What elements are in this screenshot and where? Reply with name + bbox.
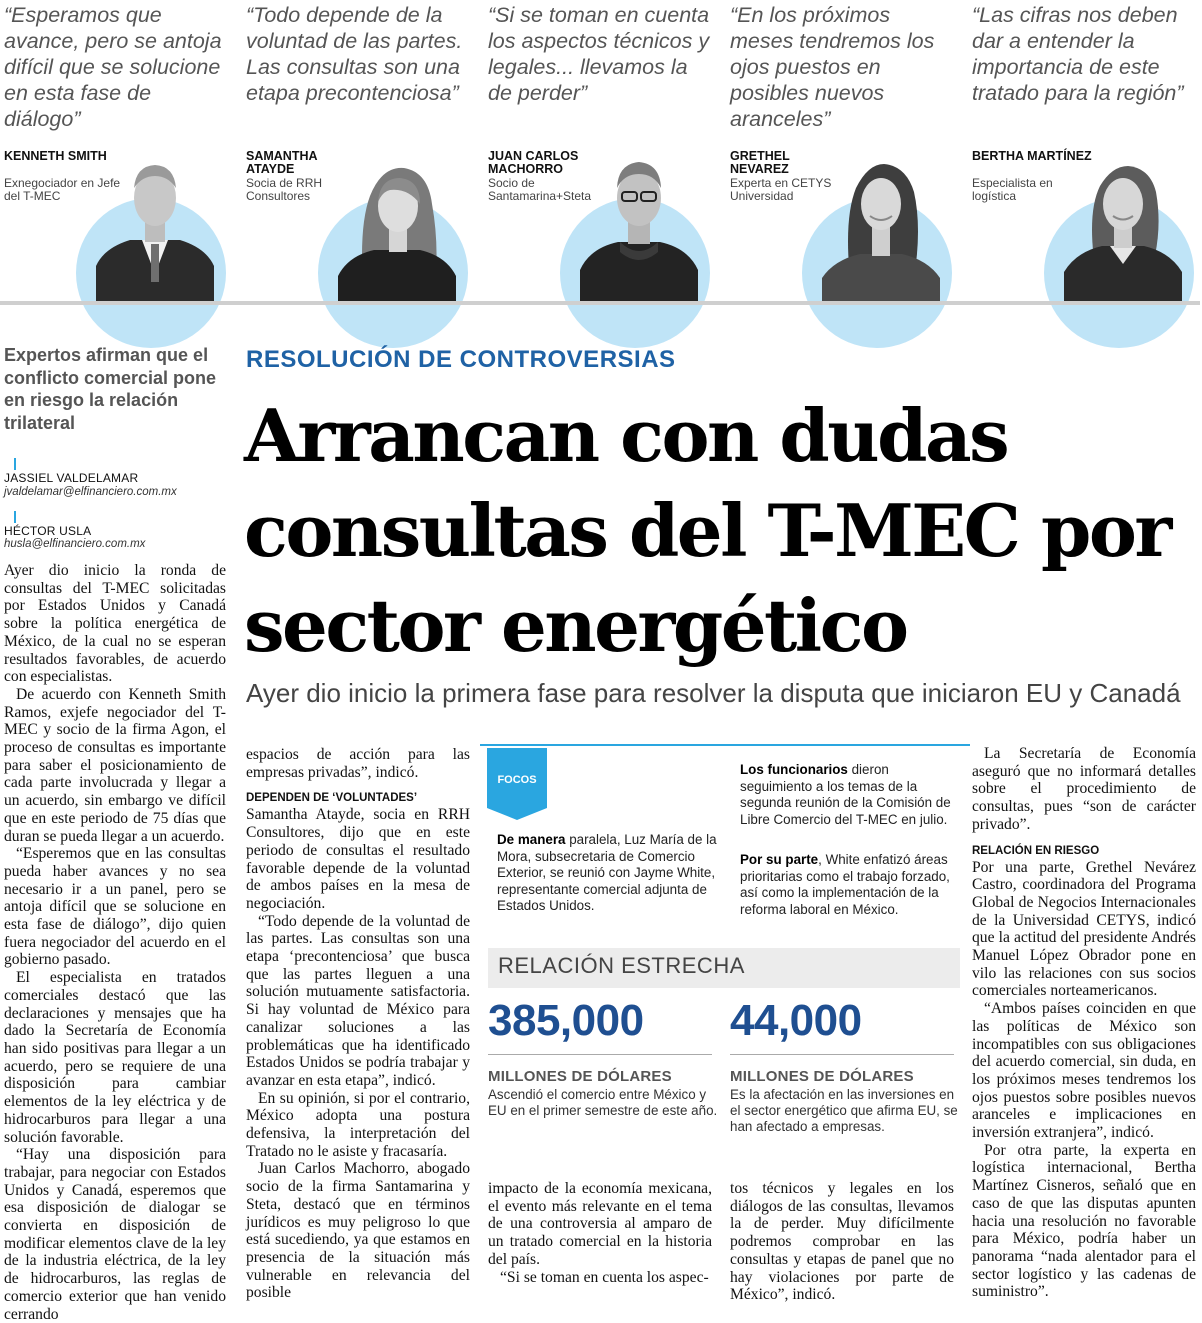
- byline-name: JASSIEL VALDELAMAR: [4, 471, 139, 485]
- paragraph: La Secretaría de Economía aseguró que no informará detalles sobre el procedimiento de consultas, pues “son de carácter privado”.: [972, 745, 1196, 833]
- quote-name: KENNETH SMITH: [4, 149, 107, 163]
- focos-text: , White enfatizó áreas prioritarias como el trabajo forzado, así como la implementación de la reforma laboral en México.: [740, 852, 950, 917]
- portrait-photo: [96, 148, 214, 301]
- focos-text: dieron seguimiento a los temas de la segunda reunión de la Comisión de Libre Comercio del T-MEC en julio.: [740, 762, 951, 827]
- paragraph: impacto de la economía mexicana, el evento más relevante en el tema de una controversia al amparo de un tratado comercial en la historia del país.: [488, 1180, 712, 1268]
- quote-card: [4, 0, 234, 301]
- stat-description: Es la afectación en las inversiones en el sector energético que afirma EU, se han afectado a empresas.: [730, 1087, 958, 1134]
- article-deck: Expertos afirman que el conflicto comercial pone en riesgo la relación trilateral: [4, 345, 217, 433]
- byline-email: husla@elfinanciero.com.mx: [4, 538, 146, 550]
- quotes-band: [0, 0, 1200, 303]
- quote-text: “Si se toman en cuenta los aspectos técnicos y legales... llevamos la de perder”: [488, 3, 710, 105]
- quote-name: GRETHEL NEVAREZ: [730, 149, 790, 176]
- stat-divider: [488, 1054, 712, 1055]
- stat-unit: MILLONES DE DÓLARES: [730, 1068, 914, 1085]
- article-column-4: [730, 1180, 954, 1304]
- paragraph: “Esperemos que en las consultas pueda haber avances y no sea necesario ir a un panel, pero se antoja difícil que se solucione en esta fase de diálogo”, dijo quien fuera negociador del acuerdo en el gobierno pasado.: [4, 845, 226, 969]
- quote-name: BERTHA MARTÍNEZ: [972, 149, 1092, 163]
- quote-card: [972, 0, 1202, 301]
- paragraph: El especialista en tratados comerciales destacó que las declaraciones y mensajes que ha dado la Secretaría de Economía han sido positivas para llegar a un acuerdo, pero se requiere de una disposición para cambiar elementos de la ley eléctrica y de hidrocarburos para llegar a una solución favorable.: [4, 969, 226, 1146]
- quote-name: JUAN CARLOS MACHORRO: [488, 149, 579, 176]
- focos-item: [740, 852, 962, 918]
- subhead: RELACIÓN EN RIESGO: [972, 844, 1100, 857]
- byline-name: HÉCTOR USLA: [4, 524, 92, 538]
- paragraph: Juan Carlos Machorro, abogado socio de la firma Santamarina y Steta, destacó que en términos jurídicos es muy peligroso lo que está sucediendo, ya que estamos en presencia de la situación más vulnerable en relevancia del posible: [246, 1160, 470, 1302]
- focos-lead: De manera: [497, 832, 566, 847]
- quote-text: “Esperamos que avance, pero se antoja difícil que se solucione en esta fase de diálogo”: [4, 3, 222, 131]
- quote-card: [246, 0, 476, 301]
- stat-value: 385,000: [488, 996, 644, 1045]
- paragraph: Por una parte, Grethel Nevárez Castro, coordinadora del Programa Global de Negocios Internacionales de la Universidad CETYS, indicó que la actitud del presidente Andrés Manuel López Obrador pone en vilo las relaciones con sus socios comerciales norteamericanos.: [972, 858, 1196, 1000]
- quote-text: “Todo depende de la voluntad de las partes. Las consultas son una etapa precontenciosa”: [246, 3, 463, 105]
- stat-value: 44,000: [730, 996, 862, 1045]
- paragraph: De acuerdo con Kenneth Smith Ramos, exjefe negociador del T-MEC y socio de la firma Agon, el proceso de consultas es importante para saber el posicionamiento de cada parte involucrada y llegar a un acuerdo, sin embargo ve difícil que en este periodo de 75 días que duran se pueda llegar a un acuerdo.: [4, 685, 226, 845]
- article-kicker: RESOLUCIÓN DE CONTROVERSIAS: [246, 346, 676, 373]
- focos-rule: [480, 744, 970, 746]
- byline-marker: [14, 458, 16, 470]
- article-column-1: [4, 562, 226, 1323]
- band-divider: [0, 301, 1200, 305]
- focos-item: [740, 762, 962, 828]
- quote-text: “Las cifras nos deben dar a entender la importancia de este tratado para la región”: [972, 3, 1184, 105]
- paragraph: “Todo depende de la voluntad de las partes. Las consultas son una etapa ‘precontenciosa’ que busca que las partes lleguen a una solución mutuamente satisfactoria. Si hay voluntad de México para canalizar soluciones a las problemáticas que ha identificado Estados Unidos se podría trabajar y avanzar en esta etapa”, indicó.: [246, 912, 470, 1089]
- paragraph: Por otra parte, la experta en logística internacional, Bertha Martínez Cisneros, señaló que en caso de que las disputas apunten hacia una resolución no favorable para México, podría haber un panorama “nada alentador para el sector logístico y las cadenas de suministro”.: [972, 1141, 1196, 1301]
- quote-role: Exnegociador en Jefe del T-MEC: [4, 176, 121, 203]
- stat-divider: [730, 1054, 954, 1055]
- paragraph: Samantha Atayde, socia en RRH Consultores, dijo que en este periodo de consultas el resultado favorable depende de la voluntad de ambos países en la mesa de negociación.: [246, 806, 470, 912]
- stat-unit: MILLONES DE DÓLARES: [488, 1068, 672, 1085]
- stats-title: RELACIÓN ESTRECHA: [498, 953, 745, 978]
- article-headline: Arrancan con dudas consultas del T-MEC por sector energético: [244, 393, 1170, 668]
- article-column-2: [246, 746, 470, 1302]
- paragraph: “Hay una disposición para trabajar, para negociar con Estados Unidos y Canadá, esperemos que esa disposición de dialogar se convierta en disposición de modificar elementos clave de la ley de la industria eléctrica, de la ley de hidrocarburos, las reglas de comercio exterior que han venido cerrando: [4, 1146, 226, 1323]
- article-column-3: [488, 1180, 712, 1286]
- paragraph: tos técnicos y legales en los diálogos de las consultas, llevamos la de perder. Muy difícilmente podremos comprobar en las consultas y etapas de panel que no hay violaciones por parte de México”, indicó.: [730, 1180, 954, 1304]
- quote-name: SAMANTHA ATAYDE: [246, 149, 318, 176]
- focos-lead: Los funcionarios: [740, 762, 848, 777]
- article-subtitle: Ayer dio inicio la primera fase para resolver la disputa que iniciaron EU y Canadá: [246, 678, 1181, 708]
- quote-role: Socio de Santamarina+Steta: [488, 176, 592, 203]
- focos-lead: Por su parte: [740, 852, 819, 867]
- paragraph: Ayer dio inicio la ronda de consultas del T-MEC solicitadas por Estados Unidos y Canadá sobre la política energética de México, de la cual no se esperan resultados favorables, de acuerdo con especialistas.: [4, 562, 226, 686]
- article-column-5: [972, 745, 1196, 1301]
- paragraph: “Ambos países coinciden en que las políticas de México son incompatibles con sus obligaciones del acuerdo comercial, sin duda, en los próximos meses tendremos los ojos puestos sobre posibles nuevos aranceles e implicaciones en inversión extranjera”, indicó.: [972, 1000, 1196, 1142]
- quote-role: Experta en CETYS Universidad: [730, 176, 832, 203]
- focos-item: [497, 832, 729, 915]
- paragraph: “Si se toman en cuenta los aspec-: [500, 1268, 709, 1286]
- focos-text: paralela, Luz María de la Mora, subsecretaria de Comercio Exterior, se reunió con Jayme White, representante comercial adjunta de Estados Unidos.: [497, 832, 717, 914]
- focos-tab: [487, 748, 547, 820]
- byline-email: jvaldelamar@elfinanciero.com.mx: [4, 486, 177, 498]
- quote-card: [730, 0, 960, 301]
- quote-role: Especialista en logística: [972, 176, 1053, 203]
- portrait-photo: [1064, 148, 1182, 301]
- stat-description: Ascendió el comercio entre México y EU en el primer semestre de este año.: [488, 1087, 718, 1118]
- focos-label: FOCOS: [497, 774, 537, 786]
- quote-role: Socia de RRH Consultores: [246, 176, 323, 203]
- byline-marker: [14, 511, 16, 523]
- paragraph: espacios de acción para las empresas privadas”, indicó.: [246, 746, 470, 781]
- quote-card: [488, 0, 718, 301]
- quote-text: “En los próximos meses tendremos los ojos puestos en posibles nuevos aranceles”: [730, 3, 935, 131]
- subhead: DEPENDEN DE ‘VOLUNTADES’: [246, 792, 418, 805]
- paragraph: En su opinión, si por el contrario, México adopta una postura defensiva, la interpretación del Tratado no le asiste y fracasaría.: [246, 1089, 470, 1160]
